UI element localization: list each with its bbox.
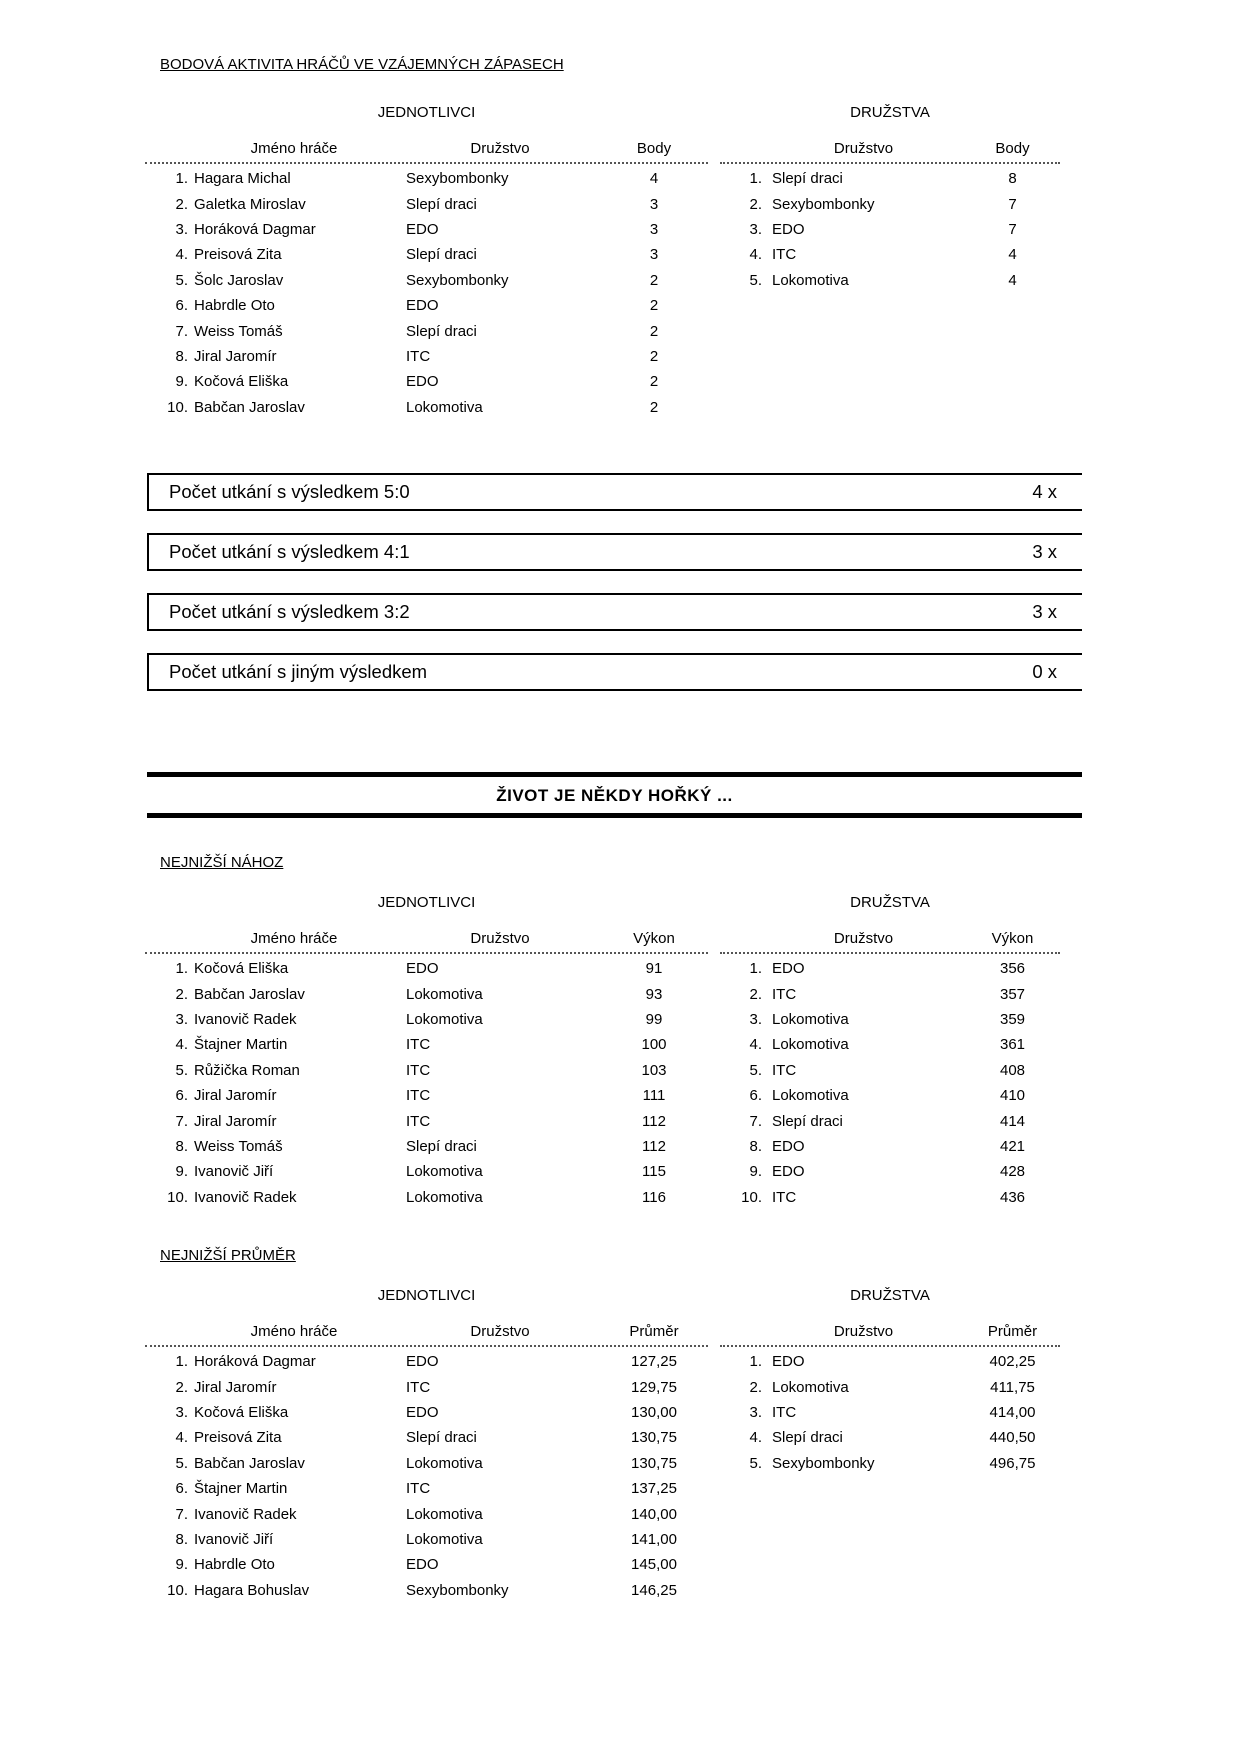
table-header-row	[720, 140, 1060, 164]
table-row	[145, 956, 708, 981]
table-row	[720, 1108, 1060, 1133]
table-row	[720, 1185, 1060, 1210]
player-name-cell: Štajner Martin	[194, 1480, 288, 1498]
table-rows	[145, 956, 708, 1210]
rank-cell: 2.	[749, 1378, 762, 1396]
value-cell: 414	[999, 1112, 1026, 1130]
rank-column-header	[720, 140, 762, 158]
team-cell: ITC	[406, 1378, 431, 1396]
table-header-row	[720, 1323, 1060, 1347]
rank-column-header	[145, 930, 188, 948]
value-cell: 3	[649, 220, 659, 238]
value-cell: 428	[999, 1163, 1026, 1181]
player-name-cell: Babčan Jaroslav	[194, 985, 305, 1003]
player-name-cell: Ivanovič Jiří	[194, 1163, 274, 1181]
table-row	[720, 1032, 1060, 1057]
team-cell: Sexybombonky	[406, 170, 509, 188]
player-name-cell: Horáková Dagmar	[194, 220, 316, 238]
team-cell: Lokomotiva	[772, 1036, 849, 1054]
value-cell: 414,00	[989, 1403, 1036, 1421]
page-title: BODOVÁ AKTIVITA HRÁČŮ VE VZÁJEMNÝCH ZÁPASECH	[160, 56, 564, 73]
team-cell: Lokomotiva	[406, 1505, 483, 1523]
result-box	[147, 533, 1082, 571]
table-row	[145, 318, 708, 343]
table-row	[145, 1185, 708, 1210]
table-row	[720, 1007, 1060, 1032]
team-cell: Slepí draci	[772, 1429, 843, 1447]
team-cell: Lokomotiva	[772, 1087, 849, 1105]
player-column-header: Jméno hráče	[250, 140, 338, 157]
table-row	[720, 217, 1060, 242]
table-row	[145, 1159, 708, 1184]
team-cell: ITC	[406, 1087, 431, 1105]
table-header-row	[720, 930, 1060, 954]
value-cell: 7	[1008, 195, 1017, 213]
rank-cell: 1.	[749, 1353, 762, 1371]
table-row	[720, 1400, 1060, 1425]
value-cell: 411,75	[990, 1378, 1035, 1396]
player-name-cell: Weiss Tomáš	[194, 322, 283, 340]
table-row	[720, 242, 1060, 267]
value-cell: 127,25	[631, 1353, 677, 1371]
performance-column-header: Výkon	[633, 930, 675, 947]
team-cell: Lokomotiva	[772, 1010, 849, 1028]
rank-cell: 5.	[749, 1454, 762, 1472]
table-row	[145, 1451, 708, 1476]
rank-cell: 4.	[749, 1429, 762, 1447]
player-name-cell: Růžička Roman	[194, 1061, 300, 1079]
table-row	[720, 956, 1060, 981]
value-cell: 356	[999, 960, 1026, 978]
result-box-value: 3 x	[1032, 601, 1057, 622]
rank-cell: 1.	[749, 170, 762, 188]
team-cell: EDO	[406, 1353, 439, 1371]
result-box-value: 4 x	[1032, 481, 1057, 502]
value-cell: 436	[999, 1188, 1026, 1206]
table-row	[145, 268, 708, 293]
player-name-cell: Ivanovič Radek	[194, 1010, 297, 1028]
value-cell: 2	[649, 398, 659, 416]
value-cell: 3	[649, 195, 659, 213]
value-cell: 4	[1008, 246, 1017, 264]
table-row	[720, 1058, 1060, 1083]
player-name-cell: Kočová Eliška	[194, 1403, 289, 1421]
table-header-row	[145, 930, 708, 954]
table-row	[145, 1374, 708, 1399]
team-cell: EDO	[406, 1556, 439, 1574]
table-row	[145, 1552, 708, 1577]
table-row	[145, 1108, 708, 1133]
table-row	[720, 1374, 1060, 1399]
team-cell: ITC	[406, 1480, 431, 1498]
player-name-cell: Babčan Jaroslav	[194, 398, 305, 416]
team-cell: Slepí draci	[406, 195, 477, 213]
table-row	[145, 1083, 708, 1108]
table-header-row	[145, 1323, 708, 1347]
team-cell: EDO	[772, 1163, 805, 1181]
teams-heading: DRUŽSTVA	[850, 894, 930, 911]
table-row	[720, 191, 1060, 216]
player-name-cell: Galetka Miroslav	[194, 195, 306, 213]
rank-cell: 8.	[175, 347, 188, 365]
table-row	[720, 1349, 1060, 1374]
team-cell: ITC	[406, 347, 431, 365]
table-row	[145, 242, 708, 267]
individuals-heading: JEDNOTLIVCI	[377, 894, 476, 911]
value-cell: 7	[1008, 220, 1017, 238]
team-cell: Lokomotiva	[406, 1454, 483, 1472]
team-cell: EDO	[406, 220, 439, 238]
value-cell: 130,75	[631, 1454, 677, 1472]
value-cell: 129,75	[631, 1378, 677, 1396]
team-cell: EDO	[406, 297, 439, 315]
value-cell: 361	[999, 1036, 1026, 1054]
team-column-header: Družstvo	[833, 1323, 894, 1340]
team-cell: Lokomotiva	[772, 271, 849, 289]
rank-cell: 9.	[175, 1163, 188, 1181]
rank-column-header	[145, 140, 188, 158]
team-cell: ITC	[772, 1061, 797, 1079]
rank-cell: 10.	[741, 1188, 762, 1206]
team-cell: Slepí draci	[406, 246, 477, 264]
team-cell: EDO	[772, 220, 805, 238]
value-cell: 2	[649, 322, 659, 340]
rank-cell: 7.	[175, 1505, 188, 1523]
value-cell: 146,25	[631, 1581, 677, 1599]
team-cell: Lokomotiva	[406, 1163, 483, 1181]
rank-cell: 3.	[749, 1403, 762, 1421]
table-row	[720, 1134, 1060, 1159]
table-row	[720, 1083, 1060, 1108]
value-cell: 2	[649, 271, 659, 289]
rank-cell: 5.	[175, 1061, 188, 1079]
team-cell: EDO	[406, 960, 439, 978]
player-column-header: Jméno hráče	[250, 930, 338, 947]
rank-cell: 8.	[175, 1137, 188, 1155]
player-name-cell: Kočová Eliška	[194, 373, 289, 391]
value-cell: 421	[999, 1137, 1026, 1155]
player-name-cell: Hagara Michal	[194, 170, 291, 188]
individuals-heading: JEDNOTLIVCI	[377, 1287, 476, 1304]
table-row	[720, 166, 1060, 191]
table-row	[145, 1007, 708, 1032]
team-cell: Slepí draci	[406, 322, 477, 340]
table-row	[145, 1134, 708, 1159]
player-name-cell: Ivanovič Jiří	[194, 1530, 274, 1548]
result-box-label: Počet utkání s jiným výsledkem	[169, 661, 428, 682]
result-box	[147, 593, 1082, 631]
rank-cell: 8.	[175, 1530, 188, 1548]
rank-cell: 10.	[167, 1188, 188, 1206]
value-cell: 3	[649, 246, 659, 264]
team-cell: Lokomotiva	[406, 1010, 483, 1028]
team-cell: ITC	[772, 246, 797, 264]
teams-heading: DRUŽSTVA	[850, 1287, 930, 1304]
team-cell: EDO	[772, 1137, 805, 1155]
rank-cell: 4.	[749, 1036, 762, 1054]
table-row	[145, 1425, 708, 1450]
table-row	[720, 981, 1060, 1006]
team-cell: ITC	[772, 985, 797, 1003]
player-name-cell: Kočová Eliška	[194, 960, 289, 978]
team-cell: Lokomotiva	[406, 1530, 483, 1548]
rank-cell: 9.	[749, 1163, 762, 1181]
rank-cell: 3.	[175, 1403, 188, 1421]
player-name-cell: Hagara Bohuslav	[194, 1581, 310, 1599]
rank-cell: 3.	[749, 1010, 762, 1028]
rank-cell: 6.	[175, 1087, 188, 1105]
team-cell: Sexybombonky	[406, 1581, 509, 1599]
table-row	[720, 1425, 1060, 1450]
team-cell: EDO	[406, 373, 439, 391]
team-cell: Lokomotiva	[406, 398, 483, 416]
individuals-heading: JEDNOTLIVCI	[377, 104, 476, 121]
value-cell: 137,25	[631, 1480, 677, 1498]
rank-cell: 5.	[175, 1454, 188, 1472]
player-name-cell: Habrdle Oto	[194, 297, 275, 315]
result-box-label: Počet utkání s výsledkem 5:0	[169, 481, 410, 502]
player-name-cell: Preisová Zita	[194, 246, 282, 264]
table-row	[145, 344, 708, 369]
rank-cell: 4.	[175, 1036, 188, 1054]
value-cell: 140,00	[631, 1505, 677, 1523]
rank-cell: 7.	[749, 1112, 762, 1130]
value-cell: 359	[999, 1010, 1026, 1028]
value-cell: 357	[999, 985, 1026, 1003]
player-name-cell: Ivanovič Radek	[194, 1188, 297, 1206]
player-name-cell: Habrdle Oto	[194, 1556, 275, 1574]
player-name-cell: Horáková Dagmar	[194, 1353, 316, 1371]
value-cell: 4	[1008, 271, 1017, 289]
nahoz-teams-table	[720, 895, 1060, 1210]
value-cell: 496,75	[989, 1454, 1036, 1472]
team-cell: EDO	[772, 1353, 805, 1371]
rank-column-header	[720, 1323, 762, 1341]
table-row	[145, 1400, 708, 1425]
table-rows	[720, 956, 1060, 1210]
value-cell: 130,00	[631, 1403, 677, 1421]
rank-cell: 1.	[175, 170, 188, 188]
value-cell: 2	[649, 297, 659, 315]
team-column-header: Družstvo	[470, 1323, 530, 1340]
rank-column-header	[145, 1323, 188, 1341]
rank-cell: 2.	[749, 985, 762, 1003]
rank-cell: 8.	[749, 1137, 762, 1155]
table-row	[145, 1476, 708, 1501]
rank-cell: 4.	[175, 1429, 188, 1447]
result-box	[147, 473, 1082, 511]
value-cell: 4	[649, 170, 659, 188]
value-cell: 408	[999, 1061, 1026, 1079]
value-cell: 440,50	[989, 1429, 1036, 1447]
team-column-header: Družstvo	[833, 140, 894, 157]
player-name-cell: Jiral Jaromír	[194, 347, 277, 365]
player-name-cell: Šolc Jaroslav	[194, 271, 284, 289]
value-cell: 410	[999, 1087, 1026, 1105]
table-row	[720, 1159, 1060, 1184]
table-row	[145, 1578, 708, 1603]
value-cell: 141,00	[631, 1530, 677, 1548]
value-cell: 103	[641, 1061, 667, 1079]
team-cell: ITC	[772, 1188, 797, 1206]
rank-cell: 6.	[175, 1480, 188, 1498]
rank-cell: 2.	[175, 195, 188, 213]
rank-cell: 3.	[175, 220, 188, 238]
bodova-teams-table	[720, 105, 1060, 293]
table-row	[720, 1451, 1060, 1476]
table-row	[145, 166, 708, 191]
result-box	[147, 653, 1082, 691]
table-header-row	[145, 140, 708, 164]
value-cell: 91	[645, 960, 663, 978]
prumer-section-heading: NEJNIŽŠÍ PRŮMĚR	[160, 1247, 296, 1264]
rank-cell: 6.	[749, 1087, 762, 1105]
rank-cell: 5.	[175, 271, 188, 289]
prumer-teams-table	[720, 1288, 1060, 1476]
table-rows	[720, 166, 1060, 293]
value-cell: 130,75	[631, 1429, 677, 1447]
table-row	[145, 1058, 708, 1083]
value-cell: 112	[642, 1112, 666, 1130]
team-column-header: Družstvo	[833, 930, 894, 947]
result-box-value: 3 x	[1032, 541, 1057, 562]
value-cell: 8	[1008, 170, 1017, 188]
nahoz-section-heading: NEJNIŽŠÍ NÁHOZ	[160, 854, 284, 871]
prumer-individuals-table	[145, 1288, 708, 1603]
team-cell: Slepí draci	[406, 1429, 477, 1447]
team-cell: Lokomotiva	[406, 1188, 483, 1206]
value-cell: 100	[641, 1036, 667, 1054]
value-cell: 145,00	[631, 1556, 677, 1574]
rank-column-header	[720, 930, 762, 948]
rank-cell: 10.	[167, 1581, 188, 1599]
rank-cell: 3.	[749, 220, 762, 238]
table-row	[145, 1032, 708, 1057]
team-cell: EDO	[406, 1403, 439, 1421]
team-cell: Lokomotiva	[406, 985, 483, 1003]
result-box-label: Počet utkání s výsledkem 3:2	[169, 601, 410, 622]
player-name-cell: Štajner Martin	[194, 1036, 288, 1054]
rank-cell: 1.	[175, 960, 188, 978]
team-column-header: Družstvo	[470, 930, 530, 947]
rank-cell: 1.	[749, 960, 762, 978]
rank-cell: 10.	[167, 398, 188, 416]
rank-cell: 9.	[175, 1556, 188, 1574]
rank-cell: 3.	[175, 1010, 188, 1028]
value-cell: 112	[642, 1137, 666, 1155]
team-cell: Slepí draci	[406, 1137, 477, 1155]
value-cell: 2	[649, 373, 659, 391]
table-row	[720, 268, 1060, 293]
team-cell: Slepí draci	[772, 170, 843, 188]
performance-column-header: Výkon	[991, 930, 1034, 947]
team-cell: ITC	[772, 1403, 797, 1421]
team-cell: EDO	[772, 960, 805, 978]
table-row	[145, 293, 708, 318]
team-cell: ITC	[406, 1036, 431, 1054]
table-row	[145, 395, 708, 420]
banner-title: ŽIVOT JE NĚKDY HOŘKÝ ...	[147, 772, 1082, 818]
value-cell: 111	[642, 1087, 666, 1105]
table-row	[145, 1349, 708, 1374]
rank-cell: 6.	[175, 297, 188, 315]
player-name-cell: Preisová Zita	[194, 1429, 282, 1447]
average-column-header: Průměr	[987, 1323, 1038, 1340]
team-cell: Sexybombonky	[772, 1454, 875, 1472]
table-row	[145, 1501, 708, 1526]
value-cell: 99	[645, 1010, 663, 1028]
result-box-value: 0 x	[1032, 661, 1057, 682]
rank-cell: 1.	[175, 1353, 188, 1371]
result-box-label: Počet utkání s výsledkem 4:1	[169, 541, 410, 562]
rank-cell: 5.	[749, 1061, 762, 1079]
rank-cell: 7.	[175, 322, 188, 340]
player-name-cell: Ivanovič Radek	[194, 1505, 297, 1523]
player-name-cell: Jiral Jaromír	[194, 1378, 277, 1396]
points-column-header: Body	[636, 140, 672, 157]
player-name-cell: Weiss Tomáš	[194, 1137, 283, 1155]
team-cell: Sexybombonky	[406, 271, 509, 289]
rank-cell: 4.	[749, 246, 762, 264]
value-cell: 93	[645, 985, 663, 1003]
rank-cell: 7.	[175, 1112, 188, 1130]
table-rows	[145, 1349, 708, 1603]
points-column-header: Body	[995, 140, 1030, 157]
rank-cell: 4.	[175, 246, 188, 264]
table-rows	[720, 1349, 1060, 1476]
table-row	[145, 1527, 708, 1552]
value-cell: 115	[642, 1163, 666, 1181]
bodova-individuals-table	[145, 105, 708, 420]
table-row	[145, 981, 708, 1006]
table-row	[145, 217, 708, 242]
teams-heading: DRUŽSTVA	[850, 104, 930, 121]
nahoz-individuals-table	[145, 895, 708, 1210]
value-cell: 402,25	[989, 1353, 1036, 1371]
rank-cell: 2.	[175, 1378, 188, 1396]
team-cell: ITC	[406, 1112, 431, 1130]
player-name-cell: Jiral Jaromír	[194, 1112, 277, 1130]
player-name-cell: Jiral Jaromír	[194, 1087, 277, 1105]
team-cell: Sexybombonky	[772, 195, 875, 213]
table-row	[145, 191, 708, 216]
rank-cell: 9.	[175, 373, 188, 391]
table-row	[145, 369, 708, 394]
result-boxes	[147, 473, 1082, 713]
player-name-cell: Babčan Jaroslav	[194, 1454, 305, 1472]
rank-cell: 2.	[749, 195, 762, 213]
average-column-header: Průměr	[629, 1323, 679, 1340]
table-rows	[145, 166, 708, 420]
team-column-header: Družstvo	[470, 140, 530, 157]
team-cell: Slepí draci	[772, 1112, 843, 1130]
player-column-header: Jméno hráče	[250, 1323, 338, 1340]
rank-cell: 5.	[749, 271, 762, 289]
rank-cell: 2.	[175, 985, 188, 1003]
team-cell: ITC	[406, 1061, 431, 1079]
value-cell: 2	[649, 347, 659, 365]
value-cell: 116	[642, 1188, 666, 1206]
team-cell: Lokomotiva	[772, 1378, 849, 1396]
